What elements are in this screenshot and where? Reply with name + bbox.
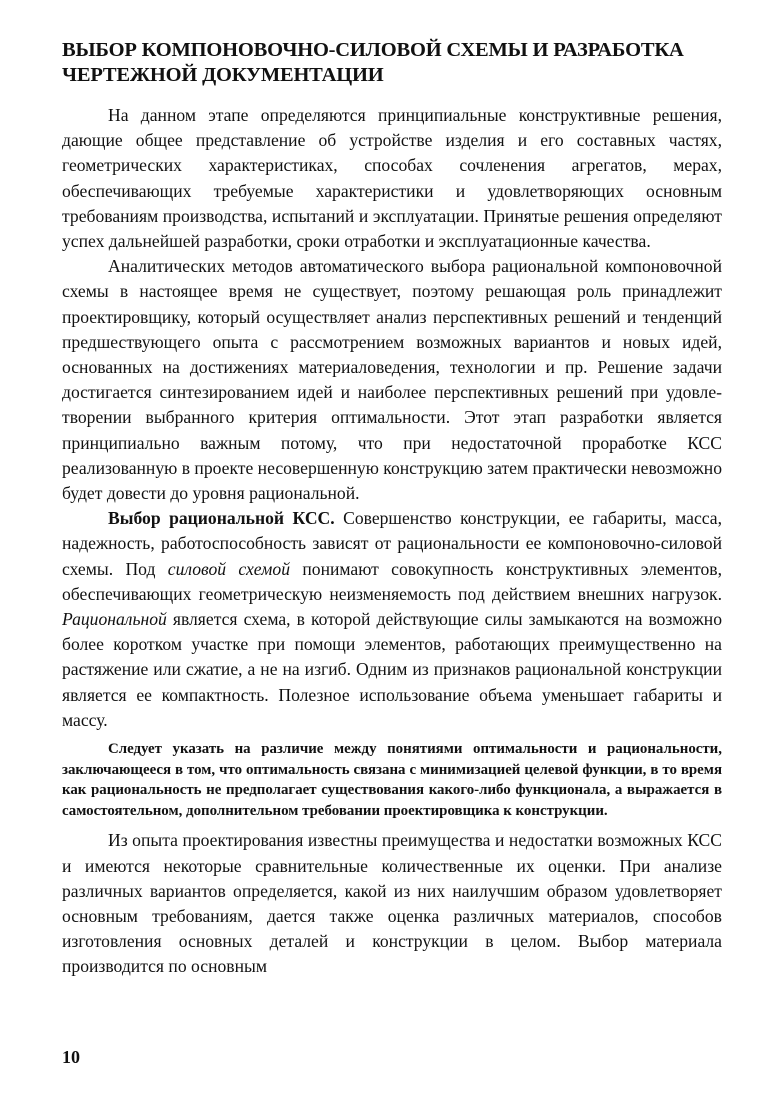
page-content [62, 38, 722, 980]
paragraph-3-text-a: Совершенство конструкции, ее габариты, масса, надежность, работоспособность зависят от рациональности ее компоновочно-силовой схемы. Под [62, 508, 723, 579]
term-ratsionalnoy: Рациональной [62, 609, 167, 630]
title-line-2: ЧЕРТЕЖНОЙ ДОКУМЕНТАЦИИ [62, 64, 384, 86]
note-paragraph: Следует указать на различие между понятиями оптимальности и рациональности, заключающееся в том, что оптимальность связана с минимизацией целевой функции, в то время как рациональность не предполагает существования какого-либо функционала, а выражается в самостоятельном, дополнительном требовании проектировщика к конструкции. [62, 741, 722, 819]
page-title [62, 38, 722, 88]
title-line-1: ВЫБОР КОМПОНОВОЧНО-СИЛОВОЙ СХЕМЫ И РАЗРАБОТКА [62, 39, 684, 61]
paragraph-1: На данном этапе определяются принципиальные конструктивные решения, дающие общее представление об устройстве изделия и его составных частях, геометрических характеристиках, способах сочленения агрегатов, мерах, обеспечивающих требуемые характеристики и удовлетворяющих основным требованиям производства, испытаний и эксплуатации. Принятые решения определяют успех дальнейшей разработки, сроки отработки и эксплуатационные качества. [62, 105, 722, 252]
term-silovaya-skhema: силовой схемой [167, 558, 290, 579]
paragraph-4: Из опыта проектирования известны преимущества и недостатки возможных КСС и имеются некоторые сравнительные количественные их оценки. При анализе различных вариантов определяется, какой из них наилучшим образом удовлетворяет основным требованиям, дается также оценка различных материалов, способов изготовления основных деталей и конструкции в целом. Выбор материала производится по основным [62, 830, 722, 977]
paragraph-3-text-c: является схема, в которой действующие силы замыкаются на возможно более коротком участке при помощи элементов, работающих преимущественно на растяжение или сжатие, а не на изгиб. Одним из признаков рациональной конструкции является ее компактность. Полезное использование объема уменьшает габариты и массу. [62, 609, 722, 730]
paragraph-3 [62, 506, 722, 733]
paragraph-3-text-b: понимают совокупность конструктивных элементов, обеспечивающих геометрическую неизменяемость под действием внешних нагрузок. [62, 558, 723, 604]
section-heading: Выбор рациональной КСС. [108, 508, 335, 529]
paragraph-2: Аналитических методов автоматического выбора рациональной компоновочной схемы в настоящее время не существует, поэтому решающая роль принадлежит проектировщику, который осуществляет анализ перспективных решений и тенденций предшествующего опыта с рассмотрением возможных вариантов и новых идей, основанных на достижениях материаловедения, технологии и пр. Решение задачи достигается синтезированием идей и наиболее перспективных решений при удовлетворении выбранного критерия оптимальности. Этот этап разработки является принципиально важным потому, что при недостаточной проработке КСС реализованную в проекте несовершенную конструкцию затем практически невозможно будет довести до уровня рациональной. [62, 256, 722, 504]
page-number: 10 [62, 1047, 80, 1067]
